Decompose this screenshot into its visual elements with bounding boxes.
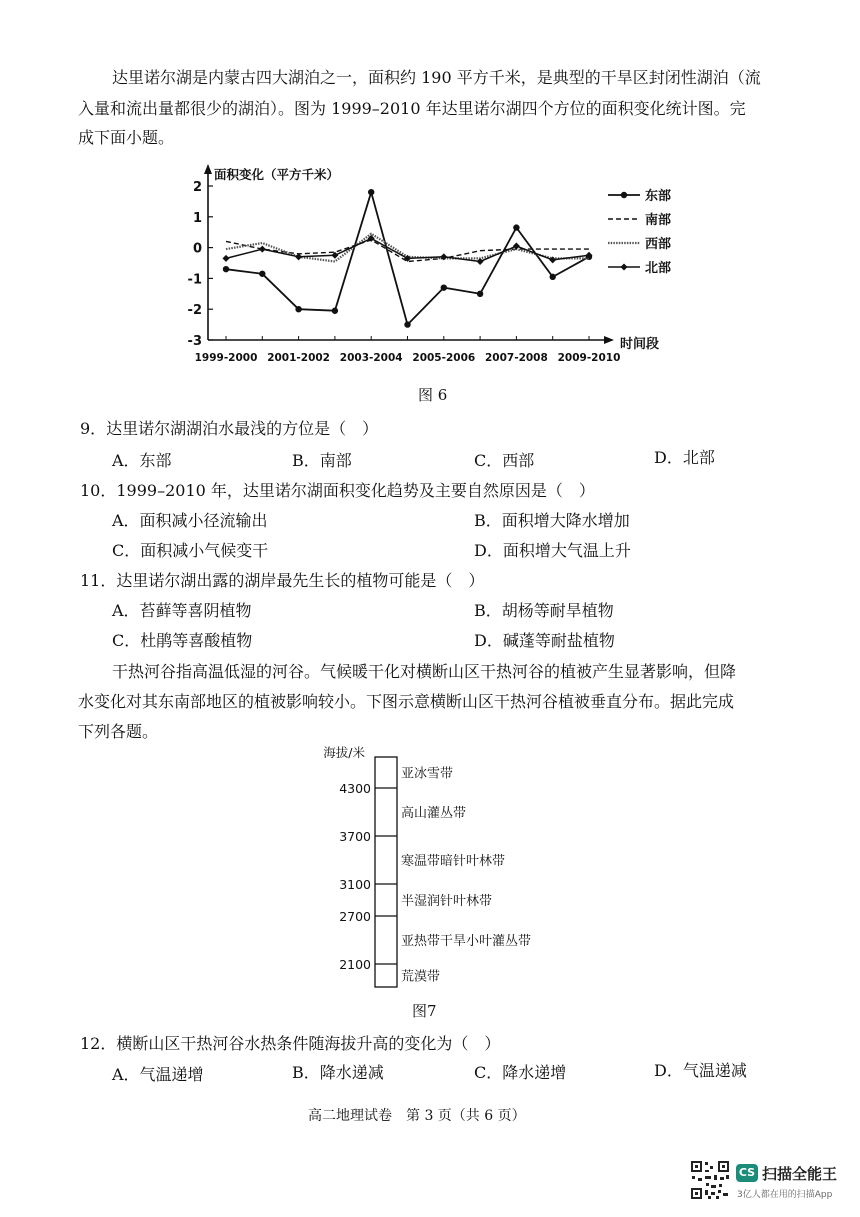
- x-tick-label: 2001-2002: [267, 352, 331, 364]
- data-point: [223, 255, 230, 262]
- question-9-stem: 9．达里诺尔湖湖泊水最浅的方位是（ ）: [80, 419, 379, 438]
- data-point: [295, 306, 301, 312]
- y-tick-label: 1: [192, 210, 202, 226]
- data-point: [368, 189, 374, 195]
- question-10-stem: 10．1999–2010 年，达里诺尔湖面积变化趋势及主要自然原因是（ ）: [80, 481, 595, 500]
- legend-marker: [621, 192, 627, 198]
- question-12-option-a[interactable]: A．气温递增: [112, 1065, 204, 1084]
- y-axis-arrow-icon: [204, 164, 212, 174]
- intro-line-3: 成下面小题。: [78, 128, 175, 147]
- x-tick-label: 2003-2004: [339, 352, 403, 364]
- question-11-option-d[interactable]: D．碱蓬等耐盐植物: [474, 631, 615, 650]
- vegetation-band-label: 寒温带暗针叶林带: [401, 854, 506, 869]
- vegetation-band-label: 亚热带干旱小叶灌丛带: [401, 934, 532, 949]
- x-tick-label: 1999-2000: [194, 352, 258, 364]
- qr-code-icon: [690, 1160, 730, 1200]
- area-change-line-chart: [187, 160, 690, 375]
- brand-slogan: 3亿人都在用的扫描App: [737, 1190, 833, 1200]
- figure-7-caption: 图7: [412, 1002, 437, 1020]
- y-tick-label: -3: [187, 334, 202, 349]
- data-point: [332, 308, 338, 314]
- page-footer: 高二地理试卷 第 3 页（共 6 页）: [308, 1108, 526, 1124]
- data-point: [259, 246, 266, 253]
- intro-line-1: 达里诺尔湖是内蒙古四大湖泊之一，面积约 190 平方千米，是典型的干旱区封闭性湖泊（流: [112, 68, 761, 87]
- vegetation-vertical-zonation-diagram: [320, 745, 580, 995]
- y-tick-label: -2: [187, 303, 202, 319]
- legend-marker: [621, 264, 628, 271]
- data-point: [223, 266, 229, 272]
- elevation-tick-label: 2700: [339, 909, 371, 924]
- legend-label: 北部: [645, 261, 672, 276]
- y-tick-label: 2: [192, 180, 202, 195]
- question-11-option-b[interactable]: B．胡杨等耐旱植物: [474, 601, 614, 620]
- question-9-option-c[interactable]: C．西部: [474, 451, 535, 470]
- x-tick-label: 2007-2008: [484, 352, 548, 364]
- question-10-option-d[interactable]: D．面积增大气温上升: [474, 541, 631, 560]
- question-11-stem: 11．达里诺尔湖出露的湖岸最先生长的植物可能是（ ）: [80, 571, 485, 590]
- intro2-line-1: 干热河谷指高温低湿的河谷。气候暖干化对横断山区干热河谷的植被产生显著影响，但降: [112, 662, 737, 681]
- elevation-column: [375, 757, 397, 987]
- question-12-stem: 12．横断山区干热河谷水热条件随海拔升高的变化为（ ）: [80, 1034, 501, 1053]
- legend-label: 东部: [645, 189, 672, 204]
- question-12-option-b[interactable]: B．降水递减: [292, 1063, 384, 1082]
- vegetation-band-label: 荒漠带: [401, 969, 441, 985]
- question-9-option-d[interactable]: D．北部: [654, 448, 715, 467]
- intro2-line-3: 下列各题。: [78, 722, 159, 741]
- brand-name: 扫描全能王: [762, 1165, 838, 1183]
- x-tick-label: 2009-2010: [557, 352, 621, 364]
- question-9-option-a[interactable]: A．东部: [112, 451, 172, 470]
- data-point: [477, 291, 483, 297]
- figure-6-caption: 图 6: [418, 386, 448, 404]
- x-axis-title: 时间段: [620, 337, 660, 352]
- question-10-option-b[interactable]: B．面积增大降水增加: [474, 511, 630, 530]
- question-9-option-b[interactable]: B．南部: [292, 451, 352, 470]
- x-axis-arrow-icon: [604, 336, 614, 344]
- question-10-option-a[interactable]: A．面积减小径流输出: [112, 511, 268, 530]
- data-point: [441, 284, 447, 290]
- elevation-tick-label: 3700: [339, 829, 371, 844]
- data-point: [550, 274, 556, 280]
- y-axis-title: 面积变化（平方千米）: [214, 167, 340, 182]
- vegetation-band-label: 亚冰雪带: [401, 766, 454, 782]
- question-11-option-c[interactable]: C．杜鹃等喜酸植物: [112, 631, 253, 650]
- data-point: [404, 321, 410, 327]
- vegetation-band-label: 高山灌丛带: [401, 806, 467, 821]
- vegetation-band-label: 半湿润针叶林带: [401, 894, 493, 909]
- x-tick-label: 2005-2006: [412, 352, 476, 364]
- legend-label: 南部: [645, 213, 672, 228]
- question-10-option-c[interactable]: C．面积减小气候变干: [112, 541, 269, 560]
- elevation-tick-label: 4300: [339, 781, 371, 796]
- y-tick-label: 0: [192, 241, 202, 257]
- data-point: [513, 224, 519, 230]
- intro2-line-2: 水变化对其东南部地区的植被影响较小。下图示意横断山区干热河谷植被垂直分布。据此完成: [78, 692, 735, 711]
- question-12-option-c[interactable]: C．降水递增: [474, 1063, 567, 1082]
- y-tick-label: -1: [187, 272, 202, 288]
- intro-line-2: 入量和流出量都很少的湖泊）。图为 1999–2010 年达里诺尔湖四个方位的面积变化统计图。完: [78, 99, 746, 118]
- data-point: [259, 271, 265, 277]
- elevation-axis-label: 海拔/米: [323, 745, 365, 760]
- elevation-tick-label: 3100: [339, 877, 371, 892]
- question-11-option-a[interactable]: A．苔藓等喜阴植物: [112, 601, 252, 620]
- elevation-tick-label: 2100: [339, 957, 371, 972]
- question-12-option-d[interactable]: D．气温递减: [654, 1061, 747, 1080]
- legend-label: 西部: [645, 237, 672, 252]
- camscanner-badge-icon: CS: [736, 1164, 758, 1182]
